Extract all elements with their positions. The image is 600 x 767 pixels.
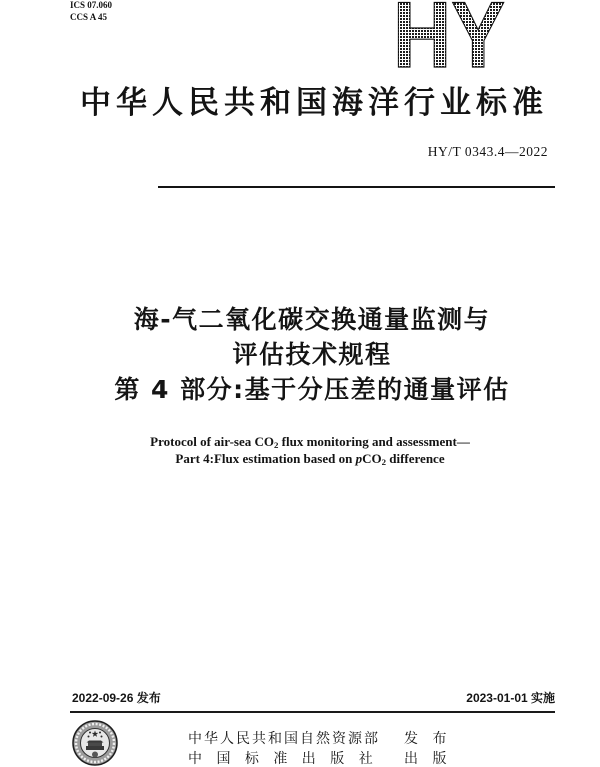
standard-category-heading: 中华人民共和国海洋行业标准 bbox=[80, 85, 548, 121]
publish-label: 出 版 bbox=[404, 751, 449, 767]
publish-date: 2022-09-26 发布 bbox=[72, 691, 161, 705]
english-title-segment: flux monitoring and assessment— bbox=[281, 434, 470, 449]
issuing-authority: 中华人民共和国自然资源部 bbox=[188, 731, 380, 747]
effective-date: 2023-01-01 实施 bbox=[466, 691, 555, 705]
english-title-segment: CO bbox=[362, 451, 382, 466]
ics-code: ICS 07.060 bbox=[70, 0, 113, 10]
publisher-name: 中 国 标 准 出 版 社 bbox=[188, 751, 375, 767]
hy-logo bbox=[391, 0, 509, 87]
english-title-line-2 bbox=[90, 451, 530, 467]
english-title-line-1 bbox=[90, 434, 530, 450]
national-emblem-icon bbox=[70, 719, 120, 766]
chinese-title-line-3: 第 4 部分:基于分压差的通量评估 bbox=[114, 375, 510, 404]
english-title-segment: Part 4:Flux estimation based on bbox=[175, 451, 353, 466]
hy-logo-text: HY bbox=[393, 0, 505, 87]
subscript-two: 2 bbox=[273, 440, 279, 451]
ccs-code: CCS A 45 bbox=[70, 12, 108, 22]
issue-label: 发 布 bbox=[404, 731, 449, 747]
chinese-title-line-2: 评估技术规程 bbox=[232, 340, 392, 369]
english-title-segment: difference bbox=[389, 451, 445, 466]
subscript-two: 2 bbox=[381, 457, 386, 468]
standard-number: HY/T 0343.4—2022 bbox=[427, 144, 548, 159]
italic-p: p bbox=[355, 451, 363, 466]
bottom-divider bbox=[70, 711, 555, 713]
chinese-title-line-1: 海-气二氧化碳交换通量监测与 bbox=[133, 305, 491, 334]
top-divider bbox=[158, 186, 555, 188]
english-title-segment: Protocol of air-sea CO bbox=[150, 434, 274, 449]
